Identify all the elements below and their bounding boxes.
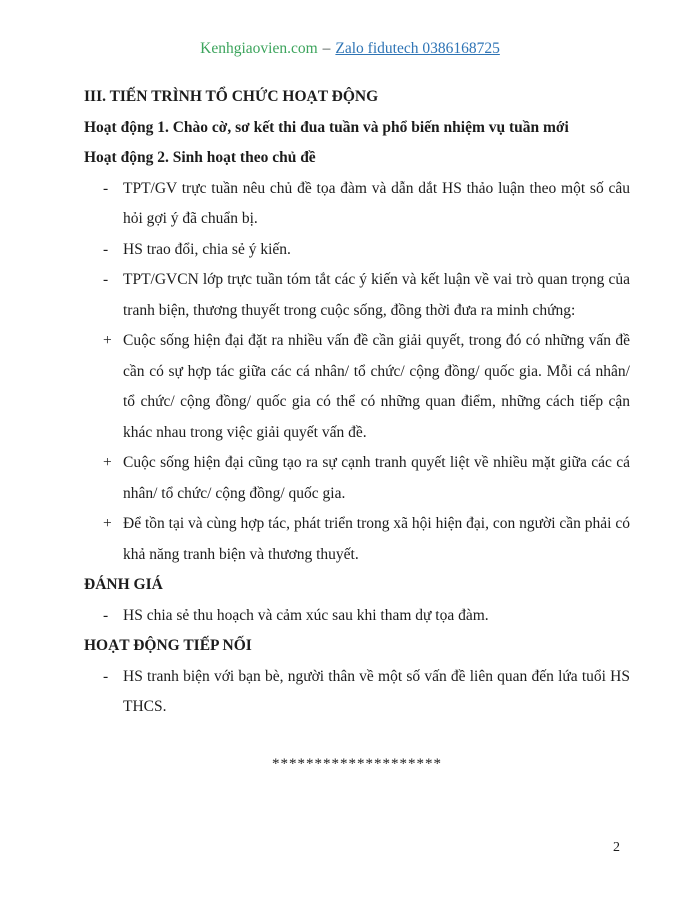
- dash-bullet: -: [103, 271, 109, 288]
- list-item-text: Cuộc sống hiện đại đặt ra nhiều vấn đề cần giải quyết, trong đó có những vấn đề cần có sự hợp tác giữa các cá nhân/ tổ chức/ cộng đồng/ quốc gia. Mỗi cá nhân/ tổ chức/ cộng đồng/ quốc gia có thể có những quan điểm, những cách tiếp cận khác nhau trong việc giải quyết vấn đề.: [123, 332, 630, 441]
- activity-2-heading: Hoạt động 2. Sinh hoạt theo chủ đề: [84, 149, 316, 166]
- section-title-tien-trinh: III. TIẾN TRÌNH TỔ CHỨC HOẠT ĐỘNG: [84, 88, 379, 105]
- list-item: [84, 326, 630, 448]
- header-separator: –: [322, 40, 331, 57]
- zalo-contact-link[interactable]: Zalo fidutech 0386168725: [335, 40, 500, 57]
- dash-bullet: -: [103, 240, 109, 258]
- list-item-text: HS chia sẻ thu hoạch và cảm xúc sau khi tham dự tọa đàm.: [123, 606, 489, 624]
- list-item-text: Cuộc sống hiện đại cũng tạo ra sự cạnh tranh quyết liệt về nhiều mặt giữa các cá nhân/ tổ chức/ cộng đồng/ quốc gia.: [123, 454, 630, 502]
- list-item: [84, 174, 630, 235]
- list-item-text: Để tồn tại và cùng hợp tác, phát triển trong xã hội hiện đại, con người cần phải có khả năng tranh biện và thương thuyết.: [123, 515, 630, 563]
- document-body: [84, 82, 630, 779]
- plus-bullet: +: [103, 332, 112, 349]
- activity-1-heading: Hoạt động 1. Chào cờ, sơ kết thi đua tuần và phổ biến nhiệm vụ tuần mới: [84, 118, 569, 136]
- page-number: 2: [613, 840, 620, 855]
- list-item: [84, 509, 630, 570]
- asterisk-divider: ********************: [272, 755, 442, 772]
- list-item-text: HS trao đổi, chia sẻ ý kiến.: [123, 240, 291, 258]
- list-item: [84, 265, 630, 326]
- list-item: [84, 601, 630, 632]
- dash-bullet: -: [103, 667, 109, 685]
- list-item-text: TPT/GVCN lớp trực tuần tóm tắt các ý kiến và kết luận về vai trò quan trọng của tranh biện, thương thuyết trong cuộc sống, đồng thời đưa ra minh chứng:: [123, 271, 630, 319]
- danh-gia-heading: ĐÁNH GIÁ: [84, 576, 163, 593]
- hoat-dong-tiep-noi-heading: HOẠT ĐỘNG TIẾP NỐI: [84, 637, 252, 654]
- list-item-text: HS tranh biện với bạn bè, người thân về một số vấn đề liên quan đến lứa tuổi HS THCS.: [123, 667, 630, 715]
- list-item: [84, 235, 630, 266]
- list-item: [84, 448, 630, 509]
- list-item-text: TPT/GV trực tuần nêu chủ đề tọa đàm và dẫn dắt HS thảo luận theo một số câu hỏi gợi ý đã chuẩn bị.: [123, 179, 630, 227]
- dash-bullet: -: [103, 606, 109, 624]
- page-header: [0, 0, 700, 60]
- dash-bullet: -: [103, 179, 109, 197]
- plus-bullet: +: [103, 515, 112, 532]
- list-item: [84, 662, 630, 723]
- site-name: Kenhgiaovien.com: [200, 40, 318, 57]
- plus-bullet: +: [103, 454, 112, 471]
